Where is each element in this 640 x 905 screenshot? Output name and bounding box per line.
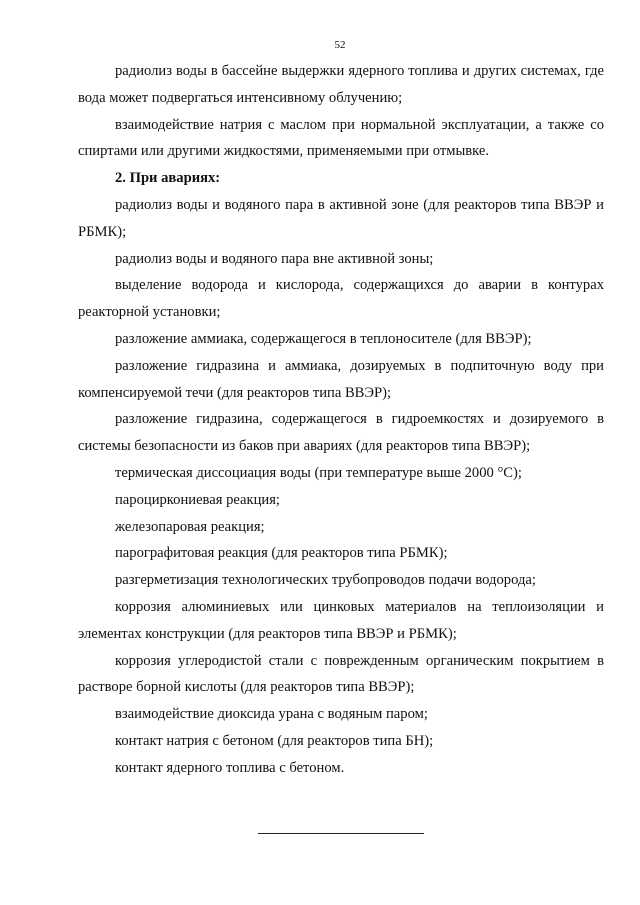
list-item: коррозия углеродистой стали с поврежденным органическим покрытием в растворе борной кислоты (для реакторов типа ВВЭР); — [78, 652, 604, 696]
paragraph: взаимодействие натрия с маслом при нормальной эксплуатации, а также со спиртами или другими жидкостями, применяемыми при отмывке. — [78, 116, 604, 160]
list-item: разложение аммиака, содержащегося в теплоносителе (для ВВЭР); — [115, 330, 532, 347]
list-item: контакт ядерного топлива с бетоном. — [115, 759, 345, 776]
section-heading: 2. При авариях: — [115, 170, 221, 187]
list-item: разложение гидразина, содержащегося в гидроемкостях и дозируемого в системы безопасности из баков при авариях (для реакторов типа ВВЭР); — [78, 411, 604, 455]
list-item: радиолиз воды и водяного пара вне активной зоны; — [115, 250, 434, 267]
list-item: термическая диссоциация воды (при температуре выше 2000 °С); — [115, 464, 522, 481]
list-item: взаимодействие диоксида урана с водяным паром; — [115, 706, 428, 723]
list-item: выделение водорода и кислорода, содержащихся до аварии в контурах реакторной установки; — [78, 277, 604, 321]
list-item: разгерметизация технологических трубопроводов подачи водорода; — [115, 572, 536, 589]
paragraph: радиолиз воды в бассейне выдержки ядерного топлива и других системах, где вода может подвергаться интенсивному облучению; — [78, 63, 604, 106]
list-item: разложение гидразина и аммиака, дозируемых в подпиточную воду при компенсируемой течи (для реакторов типа ВВЭР); — [78, 357, 604, 401]
page-number: 52 — [334, 39, 346, 51]
list-item: парографитовая реакция (для реакторов типа РБМК); — [115, 545, 448, 562]
list-item: железопаровая реакция; — [115, 518, 265, 535]
footer-divider — [258, 833, 424, 834]
list-item: пароциркониевая реакция; — [115, 491, 280, 508]
list-item: радиолиз воды и водяного пара в активной зоне (для реакторов типа ВВЭР и РБМК); — [78, 196, 604, 240]
document-body — [78, 58, 604, 782]
list-item: контакт натрия с бетоном (для реакторов типа БН); — [115, 732, 434, 749]
list-item: коррозия алюминиевых или цинковых материалов на теплоизоляции и элементах конструкции (для реакторов типа ВВЭР и РБМК); — [78, 598, 604, 642]
